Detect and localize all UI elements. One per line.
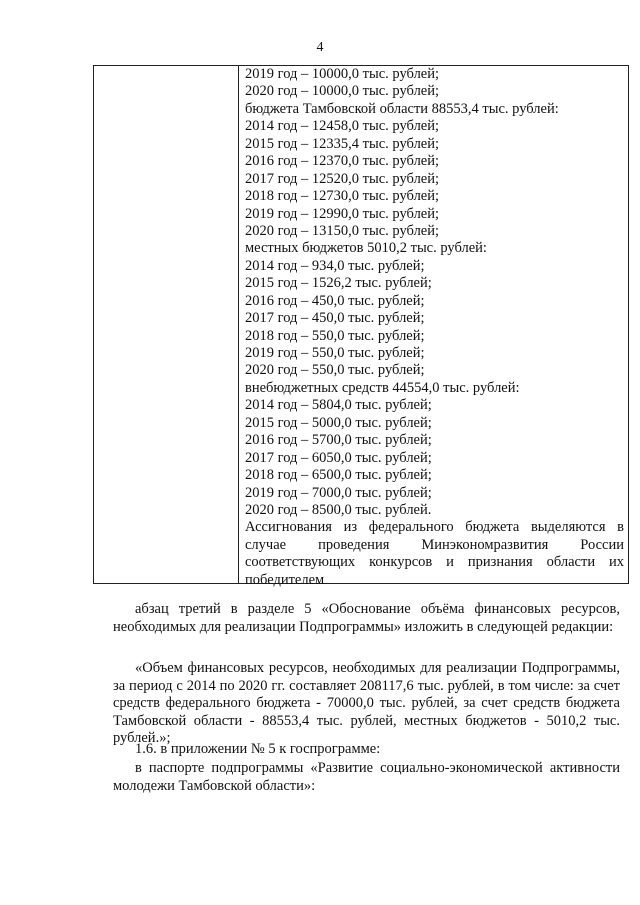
paragraph-item-1-6 xyxy=(113,741,620,759)
financing-line: 2019 год – 12990,0 тыс. рублей; xyxy=(245,205,440,222)
paragraph-section5 xyxy=(113,601,620,636)
financing-line: 2018 год – 6500,0 тыс. рублей; xyxy=(245,467,432,484)
table-cell-financing xyxy=(245,66,624,589)
column-divider xyxy=(238,66,239,583)
financing-line: 2017 год – 12520,0 тыс. рублей; xyxy=(245,170,440,187)
financing-line: 2019 год – 10000,0 тыс. рублей; xyxy=(245,66,440,82)
paragraph-text: 1.6. в приложении № 5 к госпрограмме: xyxy=(135,741,381,757)
page-number: 4 xyxy=(316,40,324,55)
financing-line: 2018 год – 12730,0 тыс. рублей; xyxy=(245,188,440,205)
financing-line: 2015 год – 5000,0 тыс. рублей; xyxy=(245,414,432,431)
financing-line: 2017 год – 6050,0 тыс. рублей; xyxy=(245,449,432,466)
passport-table xyxy=(93,65,629,588)
financing-line: 2020 год – 550,0 тыс. рублей; xyxy=(245,362,425,379)
paragraph-text: абзац третий в разделе 5 «Обоснование объёма финансовых ресурсов, необходимых для реализации Подпрограммы» изложить в следующей редакции: xyxy=(113,601,620,635)
financing-line: 2019 год – 550,0 тыс. рублей; xyxy=(245,345,425,361)
paragraph-quote xyxy=(113,660,620,748)
paragraph-text: в паспорте подпрограммы «Развитие социально-экономической активности молодежи Тамбовской области»: xyxy=(113,760,620,794)
financing-line: 2016 год – 5700,0 тыс. рублей; xyxy=(245,432,432,449)
financing-line: бюджета Тамбовской области 88553,4 тыс. рублей: xyxy=(245,100,559,117)
financing-line: 2014 год – 5804,0 тыс. рублей; xyxy=(245,397,432,414)
financing-line: 2020 год – 13150,0 тыс. рублей; xyxy=(245,222,440,239)
financing-line: 2020 год – 10000,0 тыс. рублей; xyxy=(245,83,440,100)
financing-line: 2017 год – 450,0 тыс. рублей; xyxy=(245,310,425,327)
financing-line: 2015 год – 1526,2 тыс. рублей; xyxy=(245,275,432,292)
financing-line: внебюджетных средств 44554,0 тыс. рублей: xyxy=(245,379,520,396)
paragraph-text: «Объем финансовых ресурсов, необходимых для реализации Подпрограммы, за период с 2014 по 2020 гг. составляет 208117,6 тыс. рублей, в том числе: за счет средств федерального бюджета - 70000,0 тыс. рублей, за счет средств бюджета Тамбовской области - 88553,4 тыс. рублей, местных бюджетов - 5010,2 тыс. рублей.»; xyxy=(113,660,620,746)
financing-line: местных бюджетов 5010,2 тыс. рублей: xyxy=(245,240,487,257)
financing-line: 2018 год – 550,0 тыс. рублей; xyxy=(245,327,425,344)
financing-line: 2015 год – 12335,4 тыс. рублей; xyxy=(245,135,440,152)
federal-budget-note: Ассигнования из федерального бюджета выделяются в случае проведения Минэкономразвития России соответствующих конкурсов и признания области их победителем xyxy=(245,519,624,588)
paragraph-passport xyxy=(113,760,620,795)
financing-line: 2020 год – 8500,0 тыс. рублей. xyxy=(245,501,432,518)
financing-line: 2014 год – 12458,0 тыс. рублей; xyxy=(245,118,440,135)
financing-line: 2019 год – 7000,0 тыс. рублей; xyxy=(245,484,432,501)
financing-line: 2016 год – 12370,0 тыс. рублей; xyxy=(245,153,440,170)
financing-line: 2014 год – 934,0 тыс. рублей; xyxy=(245,257,425,274)
financing-line: 2016 год – 450,0 тыс. рублей; xyxy=(245,292,425,309)
